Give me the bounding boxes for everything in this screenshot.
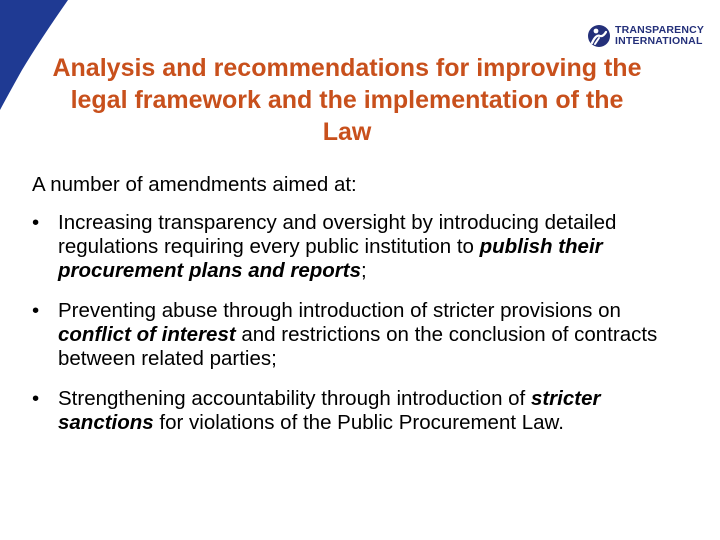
bullet-glyph: • [32, 387, 40, 410]
title-line: Law [322, 118, 372, 146]
bullet-text-segment: and restrictions on the conclusion of contracts between related parties; [58, 323, 658, 370]
bullet-text-segment: Increasing transparency and oversight by introducing detailed regulations requiring every public institution to [58, 211, 617, 258]
title-line: legal framework and the implementation of the [70, 86, 624, 114]
globe-figure-icon [587, 24, 611, 48]
bullet-item [32, 299, 696, 371]
slide-title [0, 52, 694, 148]
slide-body [32, 173, 696, 451]
bullet-text-segment: Preventing abuse through introduction of stricter provisions on [58, 299, 621, 322]
bullet-item [32, 387, 696, 435]
transparency-international-logo [587, 22, 704, 50]
bullet-list [32, 211, 696, 435]
bullet-emphasis: conflict of interest [58, 323, 236, 346]
bullet-text-segment: ; [361, 259, 367, 282]
logo-wordmark [615, 25, 704, 47]
logo-line-1: TRANSPARENCY [615, 24, 705, 36]
title-line: Analysis and recommendations for improving the [52, 54, 642, 82]
bullet-text-segment: for violations of the Public Procurement Law. [153, 411, 564, 434]
bullet-text-segment: Strengthening accountability through introduction of [58, 387, 531, 410]
logo-line-2: INTERNATIONAL [615, 35, 703, 47]
bullet-emphasis: stricter sanctions [58, 387, 601, 434]
bullet-emphasis: publish their procurement plans and reports [58, 235, 603, 282]
bullet-glyph: • [32, 211, 40, 234]
bullet-glyph: • [32, 299, 40, 322]
intro-text: A number of amendments aimed at: [32, 173, 357, 196]
bullet-item [32, 211, 696, 283]
